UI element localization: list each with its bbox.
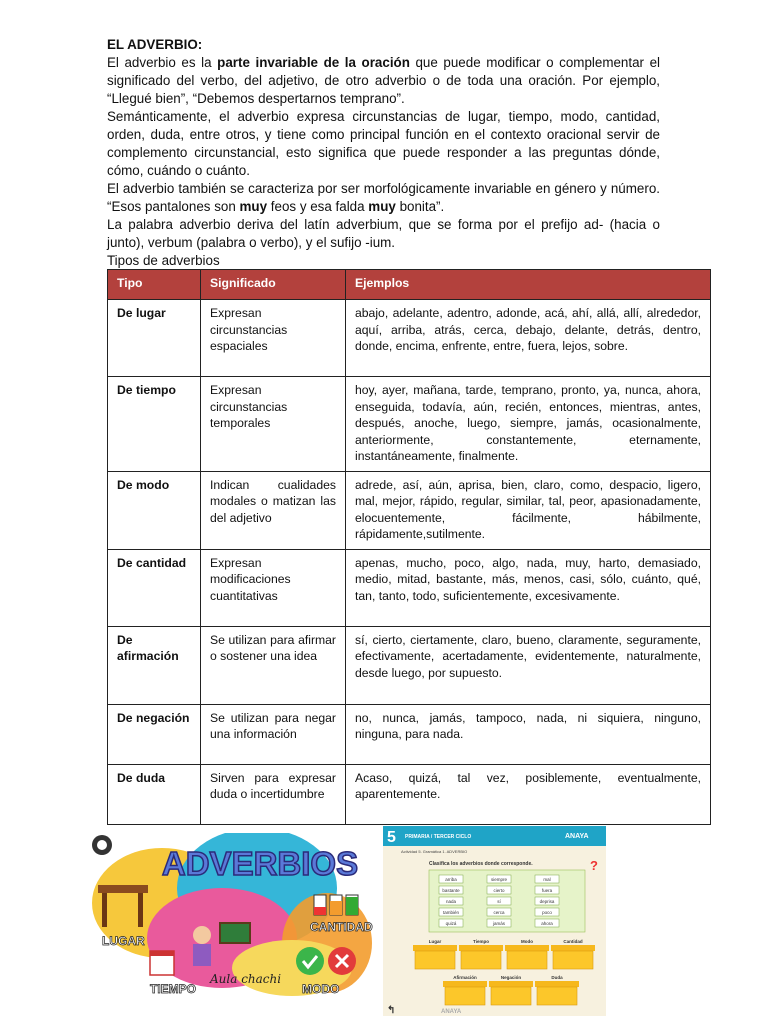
row-significado: Expresan circunstancias espaciales [201,300,346,377]
answer-box[interactable] [443,975,487,1005]
row-significado: Sirven para expresar duda o incertidumbre [201,764,346,824]
row-significado: Indican cualidades modales o matizan las del adjetivo [201,471,346,549]
activity-title: Actividad 5. Gramática 1. ADVERBIO [401,849,468,854]
section-label: Tipos de adverbios [107,253,220,268]
check-icon [296,947,324,975]
row-ejemplos: hoy, ayer, mañana, tarde, temprano, pronto, ya, nunca, ahora, enseguida, todavía, aún, recién, entonces, mientras, antes, después, anoche, luego, siempre, jamás, ocasionalmente, anteriormente, constantemente, eternamente, instantáneamente, finalmente. [346,377,711,472]
row-significado: Se utilizan para afirmar o sostener una idea [201,626,346,704]
row-tipo: De duda [108,764,201,824]
word-tile[interactable] [487,908,511,916]
word-tile[interactable] [535,897,559,905]
row-ejemplos: adrede, así, aún, aprisa, bien, claro, como, despacio, ligero, mal, mejor, rápido, regular, similar, tal, peor, apasionadamente, elocuentemente, fácilmente, hábilmente, rápidamente,sutilmente. [346,471,711,549]
row-tipo: De lugar [108,300,201,377]
word-tile[interactable] [487,875,511,883]
word-tile[interactable] [439,875,463,883]
table-row [108,549,711,626]
row-ejemplos: abajo, adelante, adentro, adonde, acá, ahí, allá, allí, alrededor, aquí, arriba, atrás, cerca, debajo, delante, detrás, dentro, donde, encima, enfrente, entre, fuera, lejos, sobre. [346,300,711,377]
answer-box[interactable] [551,939,595,969]
table-row [108,377,711,472]
battery-icon [314,895,358,915]
anaya-activity-svg [383,826,606,1016]
anaya-activity [383,826,606,1016]
adverbios-illustration-svg [92,833,377,999]
answer-box[interactable] [413,939,457,969]
label-modo: MODO [302,982,340,996]
document-body [107,36,660,270]
table-header-row [108,270,711,300]
row-tipo: De afirmación [108,626,201,704]
row-tipo: De tiempo [108,377,201,472]
word-tile-label: fuera [541,888,553,893]
word-tile[interactable] [487,886,511,894]
adverbios-illustration [92,833,377,999]
word-tile-label: quizá [445,921,457,926]
table-row [108,764,711,824]
logo-icon-center [97,840,107,850]
word-tile-label: también [442,910,460,915]
table-row [108,626,711,704]
adverb-types-table [107,269,711,825]
word-tile-label: nada [445,899,457,904]
word-tile-label: poco [542,910,552,915]
activity-number: 5 [387,829,396,846]
paragraph-etymology: La palabra adverbio deriva del latín adverbium, que se forma por el prefijo ad- (hacia o junto), verbum (palabra o verbo), y el sufijo -ium. [107,217,660,250]
row-ejemplos: no, nunca, jamás, tampoco, nada, ni siquiera, ninguno, ninguna, para nada. [346,704,711,764]
label-lugar: LUGAR [102,934,145,948]
word-tile-label: cerca [493,910,505,915]
calendar-icon [150,951,174,975]
word-tile-label: ahora [541,921,553,926]
answer-box-label: Afirmación [453,975,477,980]
word-tile[interactable] [439,886,463,894]
activity-instruction: Clasifica los adverbios donde corresponde. [429,861,533,867]
paragraph-morphology: El adverbio también se caracteriza por ser morfológicamente invariable en género y número. “Esos pantalones son muy feos y esa falda muy bonita”. [107,181,660,214]
row-significado: Se utilizan para negar una información [201,704,346,764]
brand-label: ANAYA [565,833,589,840]
word-tile[interactable] [439,919,463,927]
header-tipo: Tipo [108,270,201,300]
label-cantidad: CANTIDAD [310,920,373,934]
word-tile[interactable] [535,875,559,883]
word-tile-label: cierto [493,888,505,893]
word-tile[interactable] [439,897,463,905]
answer-box-label: Duda [551,975,563,980]
footer-brand: ANAYA [441,1009,462,1015]
answer-box-label: Lugar [428,939,442,944]
word-tile[interactable] [535,886,559,894]
page-title: EL ADVERBIO: [107,37,203,52]
aula-chachi-label: Aula chachi [210,972,282,986]
word-tile-label: bastante [442,888,460,893]
paragraph-definition: El adverbio es la parte invariable de la oración que puede modificar o complementar el significado del verbo, del adjetivo, de otro adverbio o de toda una oración. Por ejemplo, “Llegué bien”, “Debemos despertarnos temprano”. [107,55,660,106]
answer-box-label: Tiempo [473,939,489,944]
answer-box[interactable] [459,939,503,969]
header-significado: Significado [201,270,346,300]
word-tile-label: arriba [445,877,457,882]
table-row [108,471,711,549]
word-tile[interactable] [487,919,511,927]
word-tile-label: sí [497,899,501,904]
word-tile-label: jamás [492,921,506,926]
activity-header-text: PRIMARIA / TERCER CICLO [405,834,472,840]
row-tipo: De negación [108,704,201,764]
back-arrow-icon[interactable]: ↰ [387,1005,396,1016]
word-tile-label: mal [543,877,551,882]
table-row [108,300,711,377]
header-ejemplos: Ejemplos [346,270,711,300]
word-tile-label: siempre [490,877,508,882]
word-tile[interactable] [535,908,559,916]
word-tile-label: deprisa [539,899,555,904]
answer-box[interactable] [535,975,579,1005]
answer-box[interactable] [489,975,533,1005]
illustration-title: ADVERBIOS [161,845,359,882]
word-tiles [439,875,559,927]
paragraph-semantics: Semánticamente, el adverbio expresa circunstancias de lugar, tiempo, modo, cantidad, orden, duda, entre otros, y tiene como principal función en el contexto oracional servir de complemento circunstancial, esto significa que puede responder a las preguntas dónde, cómo, cuándo o cuánto. [107,109,660,178]
answer-box-label: Cantidad [563,939,583,944]
row-tipo: De modo [108,471,201,549]
row-ejemplos: sí, cierto, ciertamente, claro, bueno, claramente, seguramente, efectivamente, acertadamente, evidentemente, naturalmente, desde luego, por supuesto. [346,626,711,704]
word-tile[interactable] [487,897,511,905]
row-ejemplos: apenas, mucho, poco, algo, nada, muy, harto, demasiado, medio, mitad, bastante, más, menos, casi, sólo, cuánto, qué, tan, tanto, todo, suficientemente, excesivamente. [346,549,711,626]
word-tile[interactable] [535,919,559,927]
row-significado: Expresan modificaciones cuantitativas [201,549,346,626]
word-tile[interactable] [439,908,463,916]
row-ejemplos: Acaso, quizá, tal vez, posiblemente, eventualmente, aparentemente. [346,764,711,824]
row-tipo: De cantidad [108,549,201,626]
row-significado: Expresan circunstancias temporales [201,377,346,472]
answer-box[interactable] [505,939,549,969]
label-tiempo: TIEMPO [150,982,197,996]
help-icon[interactable]: ? [590,858,598,873]
answer-boxes [413,939,595,1005]
table-row [108,704,711,764]
answer-box-label: Modo [521,939,533,944]
answer-box-label: Negación [500,975,522,980]
